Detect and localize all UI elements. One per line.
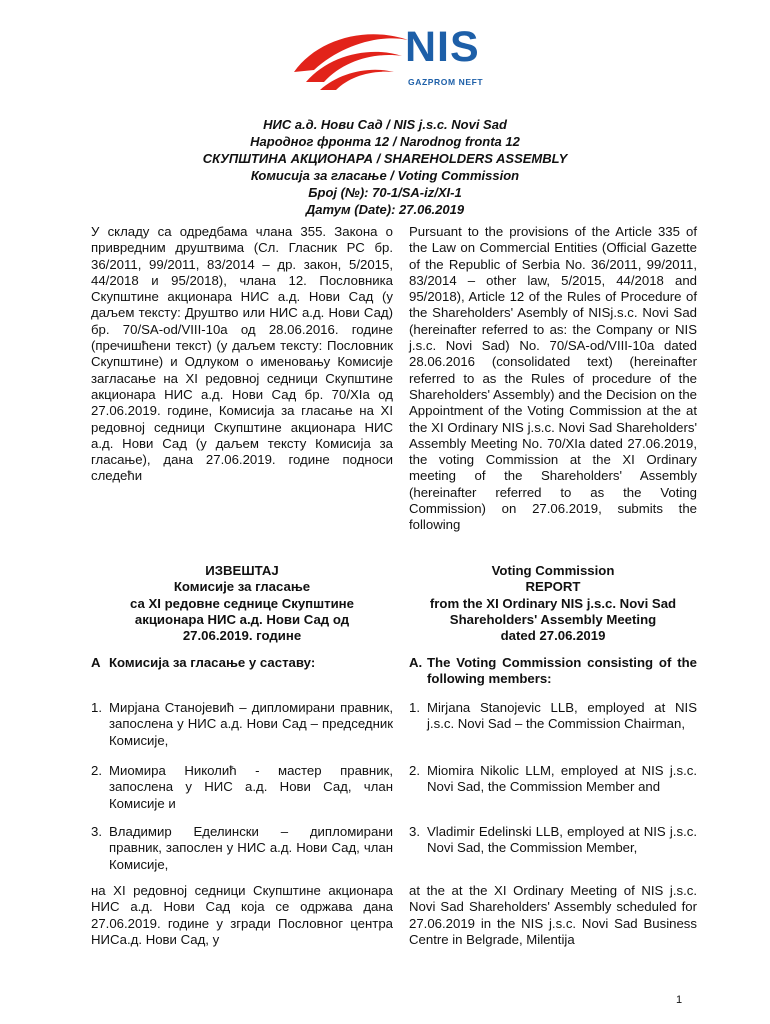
section-a-text-en: The Voting Commission consisting of the following members: bbox=[427, 655, 697, 687]
member-text: Мирјана Станојевић – дипломирани правник, запослена у НИС а.д. Нови Сад – председник Комисије, bbox=[109, 700, 393, 748]
logo-subtitle: GAZPROM NEFT bbox=[408, 77, 484, 87]
member-number: 1. bbox=[91, 700, 102, 715]
header-line-number: Број (№): 70-1/SA-iz/XI-1 bbox=[308, 185, 462, 200]
page-number: 1 bbox=[676, 994, 683, 1006]
member-text: Миомира Николић - мастер правник, запослена у НИС а.д. Нови Сад, члан Комисије и bbox=[109, 763, 393, 811]
member-text: Miomira Nikolic LLM, employed at NIS j.s.c. Novi Sad, the Commission Member and bbox=[427, 763, 697, 795]
report-title-en-line: from the XI Ordinary NIS j.s.c. Novi Sad bbox=[429, 595, 677, 611]
member-text: Владимир Еделински – дипломирани правник, запослен у НИС а.д. Нови Сад, члан Комисије, bbox=[109, 824, 393, 872]
member-text: Mirjana Stanojevic LLB, employed at NIS j.s.c. Novi Sad – the Commission Chairman, bbox=[427, 700, 697, 732]
member-number: 2. bbox=[91, 763, 102, 778]
intro-serbian: У складу са одредбама члана 355. Закона о привредним друштвима (Сл. Гласник РС бр. 36/2011, 99/2011, 83/2014 – др. закон, 5/2015, 44/2018 и 95/2018), члана 12. Пословника Скупштине акционара НИС а.д. Нови Сад (у даљем тексту: Друштво или НИС а.д. Нови Сад) бр. 70/SA-od/VIII-10a од 28.06.2016. године (пречишћени текст) (у даљем тексту: Пословник Скупштине) и Одлуком о именовању Комисије загласање на XI редовној седници Скупштине акционара НИС а.д. Нови Сад бр. 70/XIа од 27.06.2019. године, Комисија за гласање на XI редовној седници Скупштине акционара НИС а.д. Нови Сад (у даљем тексту Комисија за гласање), дана 27.06.2019. године подноси следећи bbox=[91, 224, 393, 484]
member-number: 3. bbox=[91, 824, 102, 839]
section-a-letter-sr: А bbox=[91, 655, 101, 670]
report-title-en-line: Voting Commission bbox=[491, 563, 615, 578]
section-a-text-sr: Комисија за гласање у саставу: bbox=[109, 655, 316, 670]
report-title-sr-line: Комисије за гласање bbox=[173, 579, 311, 595]
header-line-assembly: СКУПШТИНА АКЦИОНАРА / SHAREHOLDERS ASSEMBLY bbox=[202, 151, 568, 166]
report-title-sr-line: са XI редовне седнице Скупштине bbox=[129, 595, 354, 611]
report-title-sr-line: 27.06.2019. године bbox=[182, 628, 302, 644]
document-header bbox=[0, 116, 770, 218]
section-a-letter-en: A. bbox=[409, 655, 423, 670]
report-title-english bbox=[409, 563, 697, 644]
header-line-date: Датум (Date): 27.06.2019 bbox=[305, 202, 465, 217]
report-title-sr-line: ИЗВЕШТАЈ bbox=[205, 563, 279, 578]
member-number: 2. bbox=[409, 763, 420, 778]
member-text: Vladimir Edelinski LLB, employed at NIS j.s.c. Novi Sad, the Commission Member, bbox=[427, 824, 697, 856]
report-title-serbian bbox=[91, 563, 393, 644]
logo-text: NIS bbox=[405, 23, 480, 71]
closing-serbian: на XI редовној седници Скупштине акционара НИС а.д. Нови Сад која се одржава дана 27.06.2019. године у згради Пословног центра НИСа.д. Нови Сад, у bbox=[91, 883, 393, 947]
report-title-en-line: Shareholders' Assembly Meeting bbox=[449, 611, 657, 627]
member-number: 1. bbox=[409, 700, 420, 715]
header-line-commission: Комисија за гласање / Voting Commission bbox=[250, 168, 520, 183]
member-number: 3. bbox=[409, 824, 420, 839]
report-title-en-line: dated 27.06.2019 bbox=[500, 628, 606, 644]
header-line-address: Народног фронта 12 / Narodnog fronta 12 bbox=[250, 134, 520, 149]
intro-english: Pursuant to the provisions of the Article 335 of the Law on Commercial Entities (Official Gazette of the Republic of Serbia No. 36/2011, 99/2011, 83/2014 – other law, 5/2015, 44/2018 and 95/2018), Article 12 of the Rules of Procedure of the Shareholders' Asembly of NISj.s.c. Novi Sad (hereinafter referred to as: the Company or NIS j.s.c. Novi Sad) No. 70/SA-od/VIII-10a dated 28.06.2016 (consolidated text) (hereinafter referred to as the Rules of procedure of the Shareholders' Assembly) and the Decision on the Appointment of the Voting Commission at the at the XI Ordinary NIS j.s.c. Novi Sad Shareholders' Assembly Meeting No. 70/XIa dated 27.06.2019, the voting Commission at the XI Ordinary meeting of the Shareholders' Assembly (hereinafter referred to as the Voting Commission) on 27.06.2019, submits the following bbox=[409, 224, 697, 533]
header-line-company: НИС а.д. Нови Сад / NIS j.s.c. Novi Sad bbox=[263, 117, 507, 132]
closing-english: at the at the XI Ordinary Meeting of NIS j.s.c. Novi Sad Shareholders' Assembly scheduled for 27.06.2019 in the NIS j.s.c. Novi Sad Business Centre in Belgrade, Milentija bbox=[409, 883, 697, 947]
report-title-en-line: REPORT bbox=[525, 579, 581, 595]
report-title-sr-line: акционара НИС а.д. Нови Сад од bbox=[134, 611, 350, 627]
